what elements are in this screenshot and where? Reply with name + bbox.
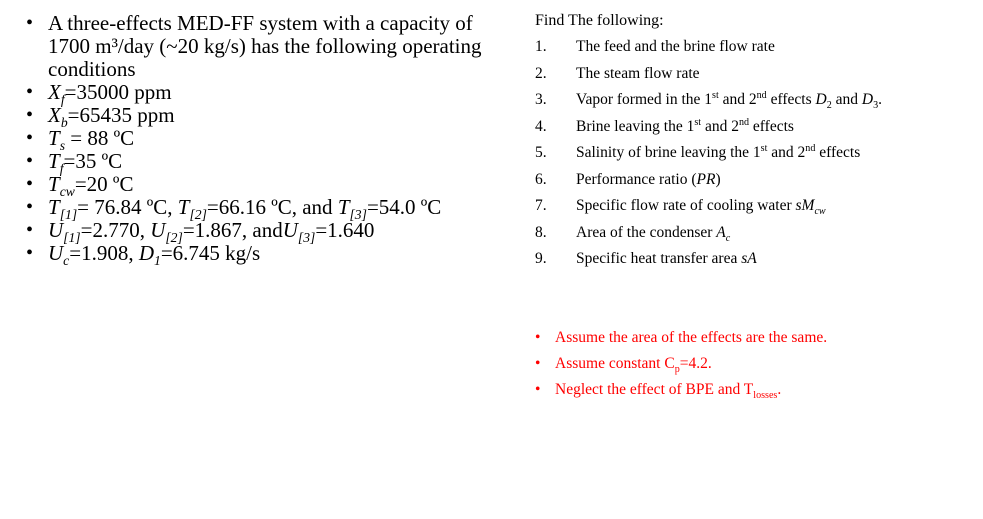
var-value: =66.16 ºC, and [206, 195, 338, 219]
var-subscript: b [60, 115, 68, 131]
find-item [535, 140, 975, 167]
var-symbol: X [48, 80, 61, 104]
bullet-icon: • [26, 12, 34, 34]
var-symbol: T [337, 195, 350, 219]
var-subscript: [3] [297, 230, 316, 246]
given-conditions-list [26, 11, 506, 269]
find-item-text: The feed and the brine flow rate [576, 38, 775, 55]
find-item-number: 4. [535, 117, 547, 135]
var-value: = 76.84 ºC, [77, 195, 178, 219]
var-value: = 88 ºC [65, 126, 135, 150]
var-subscript: f [59, 161, 64, 177]
condition-effect-temperatures [26, 195, 506, 223]
var-value: =1.908, [69, 241, 139, 265]
var-value: =1.640 [315, 218, 375, 242]
var-symbol: T [48, 172, 60, 196]
find-item [535, 34, 975, 61]
find-item-number: 9. [535, 250, 547, 267]
var-symbol: U [282, 218, 298, 242]
var-subscript: [1] [63, 230, 81, 246]
assumption-item [535, 351, 975, 377]
var-symbol: T [177, 195, 190, 219]
condition-effect-u-values [26, 218, 506, 246]
bullet-icon: • [26, 81, 34, 103]
var-symbol: X [48, 103, 61, 127]
var-value: =6.745 kg/s [160, 241, 261, 265]
find-item-text: The steam flow rate [576, 64, 700, 82]
find-item-text: Brine leaving the 1st and 2nd effects [576, 116, 794, 135]
bullet-icon: • [26, 196, 34, 218]
var-value: =65435 ppm [67, 103, 175, 127]
find-item-text: Vapor formed in the 1st and 2nd effects $D_2$ and $D_3$. [576, 89, 882, 112]
find-item-number: 3. [535, 91, 547, 108]
find-item-number: 1. [535, 38, 547, 55]
var-subscript: [1] [59, 207, 78, 223]
var-symbol: U [48, 241, 64, 265]
condition-ts [26, 126, 506, 154]
assumption-text: Assume constant $C_p=4.2$. [555, 355, 712, 376]
assumptions-list [535, 325, 975, 403]
find-item-number: 7. [535, 197, 547, 214]
problem-statement [26, 12, 506, 81]
find-item-number: 8. [535, 223, 547, 241]
find-item-text: Specific heat transfer area sA [576, 250, 757, 267]
find-item-text: Specific flow rate of cooling water $sM_{cw}$ [576, 197, 826, 218]
var-subscript: [3] [349, 207, 367, 223]
find-item [535, 167, 975, 194]
find-item-number: 6. [535, 170, 547, 188]
var-symbol: T [48, 149, 60, 173]
var-symbol: U [150, 218, 166, 242]
find-item [535, 61, 975, 88]
find-heading: Find The following: [535, 12, 664, 29]
var-value: =35 ºC [63, 149, 123, 173]
find-item [535, 193, 975, 220]
var-subscript: [2] [189, 207, 207, 223]
bullet-icon: • [26, 104, 34, 126]
find-list [535, 34, 975, 273]
var-value: =54.0 ºC [366, 195, 442, 219]
var-value: =1.867, and [182, 218, 283, 242]
var-symbol: U [48, 218, 64, 242]
var-subscript: cw [59, 184, 75, 200]
find-item [535, 220, 975, 247]
var-subscript: [2] [165, 230, 183, 246]
find-panel [535, 10, 975, 273]
assumption-item [535, 325, 975, 351]
given-conditions-panel [26, 11, 506, 269]
var-subscript: f [60, 92, 65, 108]
var-subscript: s [59, 138, 65, 154]
var-symbol: T [48, 195, 60, 219]
bullet-icon: • [26, 127, 34, 149]
bullet-icon: • [535, 355, 541, 372]
bullet-icon: • [535, 329, 541, 346]
condition-tcw [26, 172, 506, 200]
bullet-icon: • [535, 381, 541, 398]
bullet-icon: • [26, 242, 34, 264]
find-item [535, 87, 975, 114]
var-value: =2.770, [80, 218, 151, 242]
condition-xb [26, 103, 506, 131]
bullet-icon: • [26, 150, 34, 172]
assumption-item [535, 377, 975, 403]
find-item [535, 246, 975, 273]
find-item [535, 114, 975, 141]
var-subscript: c [63, 253, 70, 269]
condition-xf [26, 80, 506, 108]
var-value: =20 ºC [74, 172, 134, 196]
var-symbol: D [138, 241, 154, 265]
find-item-text: Salinity of brine leaving the 1st and 2nd effects [576, 142, 861, 161]
assumption-text: Assume the area of the effects are the same. [555, 329, 828, 346]
bullet-icon: • [26, 219, 34, 241]
var-symbol: T [48, 126, 60, 150]
condition-tf [26, 149, 506, 177]
var-subscript: 1 [154, 253, 161, 269]
find-item-text: Performance ratio (PR) [576, 170, 721, 188]
find-item-text: Area of the condenser $A_c$ [576, 223, 731, 244]
assumption-text: Neglect the effect of BPE and $T_{losses}$. [555, 381, 782, 402]
find-item-number: 5. [535, 144, 547, 161]
find-item-number: 2. [535, 64, 547, 82]
condition-uc-d1 [26, 241, 506, 269]
var-value: =35000 ppm [64, 80, 172, 104]
bullet-icon: • [26, 173, 34, 195]
problem-statement-text: A three-effects MED-FF system with a capacity of 1700 m³/day (~20 kg/s) has the following operating conditions [48, 11, 482, 81]
